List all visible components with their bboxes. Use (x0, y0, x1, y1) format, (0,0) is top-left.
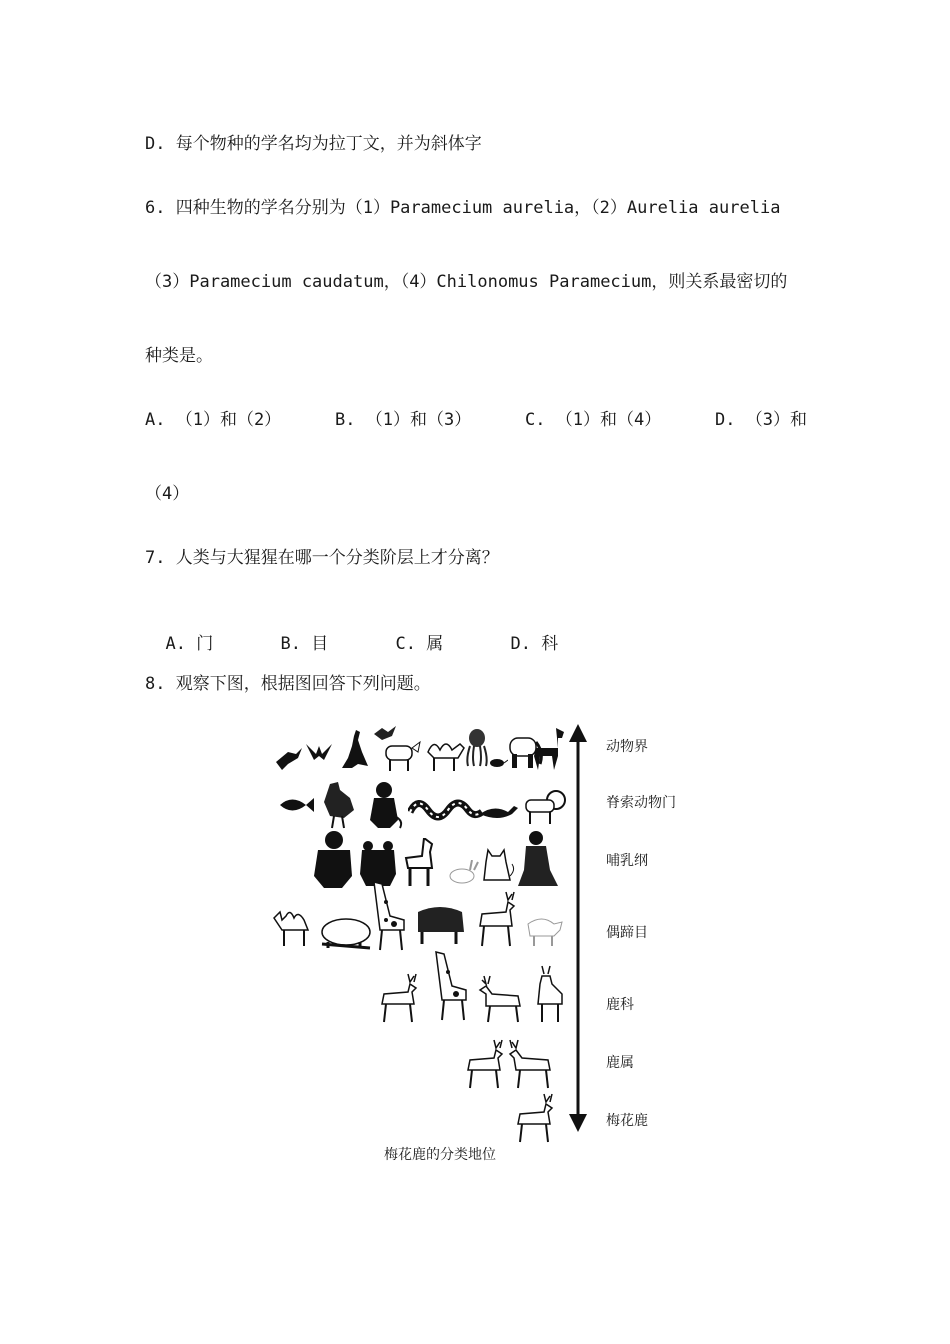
deer-icon (372, 972, 424, 1024)
q6-line3: 种类是。 (145, 346, 213, 366)
q6-options (145, 408, 807, 432)
llama-icon (524, 912, 564, 948)
q7-option-a: A. 门 (165, 634, 214, 654)
rank-family: 鹿科 (606, 997, 634, 1013)
monkey-icon (364, 780, 404, 830)
camel-icon (272, 908, 318, 948)
goat-icon (380, 738, 422, 772)
q7-option-d: D. 科 (510, 634, 559, 654)
row-phylum (268, 780, 568, 834)
rank-class: 哺乳纲 (606, 853, 648, 869)
q6-line1: 6. 四种生物的学名分别为（1）Paramecium aurelia，（2）Aurelia aurelia (145, 198, 781, 218)
q6-line2: （3）Paramecium caudatum，（4）Chilonomus Paramecium，则关系最密切的 (145, 272, 788, 292)
horse-icon (530, 726, 568, 772)
q7-option-c: C. 属 (395, 634, 444, 654)
buffalo-icon (412, 902, 468, 946)
rank-order: 偶蹄目 (606, 925, 648, 941)
rooster-icon (316, 780, 358, 830)
q6-option-d-continued: （4） (145, 484, 190, 504)
kangaroo-icon (338, 728, 370, 770)
lion-icon (522, 786, 566, 826)
deer-icon (508, 1038, 560, 1090)
row-family (268, 956, 568, 1026)
q8-stem: 8. 观察下图，根据图回答下列问题。 (145, 674, 431, 694)
deer-icon (470, 890, 522, 948)
q5-option-d: D. 每个物种的学名均为拉丁文，并为斜体字 (145, 134, 482, 154)
deer-icon (478, 974, 528, 1024)
camel-icon (424, 734, 466, 772)
figure-caption: 梅花鹿的分类地位 (384, 1147, 496, 1163)
cat-icon (480, 846, 516, 886)
row-genus (268, 1034, 568, 1094)
fish-icon (278, 794, 314, 816)
row-kingdom (268, 724, 568, 778)
antelope-icon (530, 964, 566, 1024)
sika-deer-icon (508, 1092, 560, 1144)
duck-icon (478, 800, 518, 822)
q6-option-d: D. （3）和 (715, 410, 807, 430)
taxonomy-figure (268, 716, 698, 1172)
q6-option-a: A. （1）和（2） (145, 410, 282, 430)
row-species (268, 1090, 568, 1146)
rank-genus: 鹿属 (606, 1055, 634, 1071)
rabbit-icon (446, 860, 480, 884)
q6-option-b: B. （1）和（3） (335, 410, 472, 430)
q7-options (145, 608, 558, 656)
row-class (268, 830, 568, 892)
q7-option-b: B. 目 (280, 634, 329, 654)
bat-icon (304, 732, 334, 762)
rank-kingdom: 动物界 (606, 739, 648, 755)
human-icon (514, 830, 564, 888)
q7-stem: 7. 人类与大猩猩在哪一个分类阶层上才分离？ (145, 548, 499, 568)
taxonomy-arrow (568, 724, 588, 1132)
q6-option-c: C. （1）和（4） (525, 410, 662, 430)
rank-phylum: 脊索动物门 (606, 795, 676, 811)
giraffe-icon (426, 950, 472, 1022)
snake-icon (408, 792, 484, 826)
mouse-icon (488, 756, 508, 768)
ape-icon (312, 830, 354, 890)
bird-icon (274, 742, 304, 772)
row-order (268, 886, 568, 956)
deer-icon (458, 1038, 510, 1090)
rank-species: 梅花鹿 (606, 1113, 648, 1129)
octopus-icon (464, 728, 490, 768)
giraffe-icon (364, 880, 410, 952)
